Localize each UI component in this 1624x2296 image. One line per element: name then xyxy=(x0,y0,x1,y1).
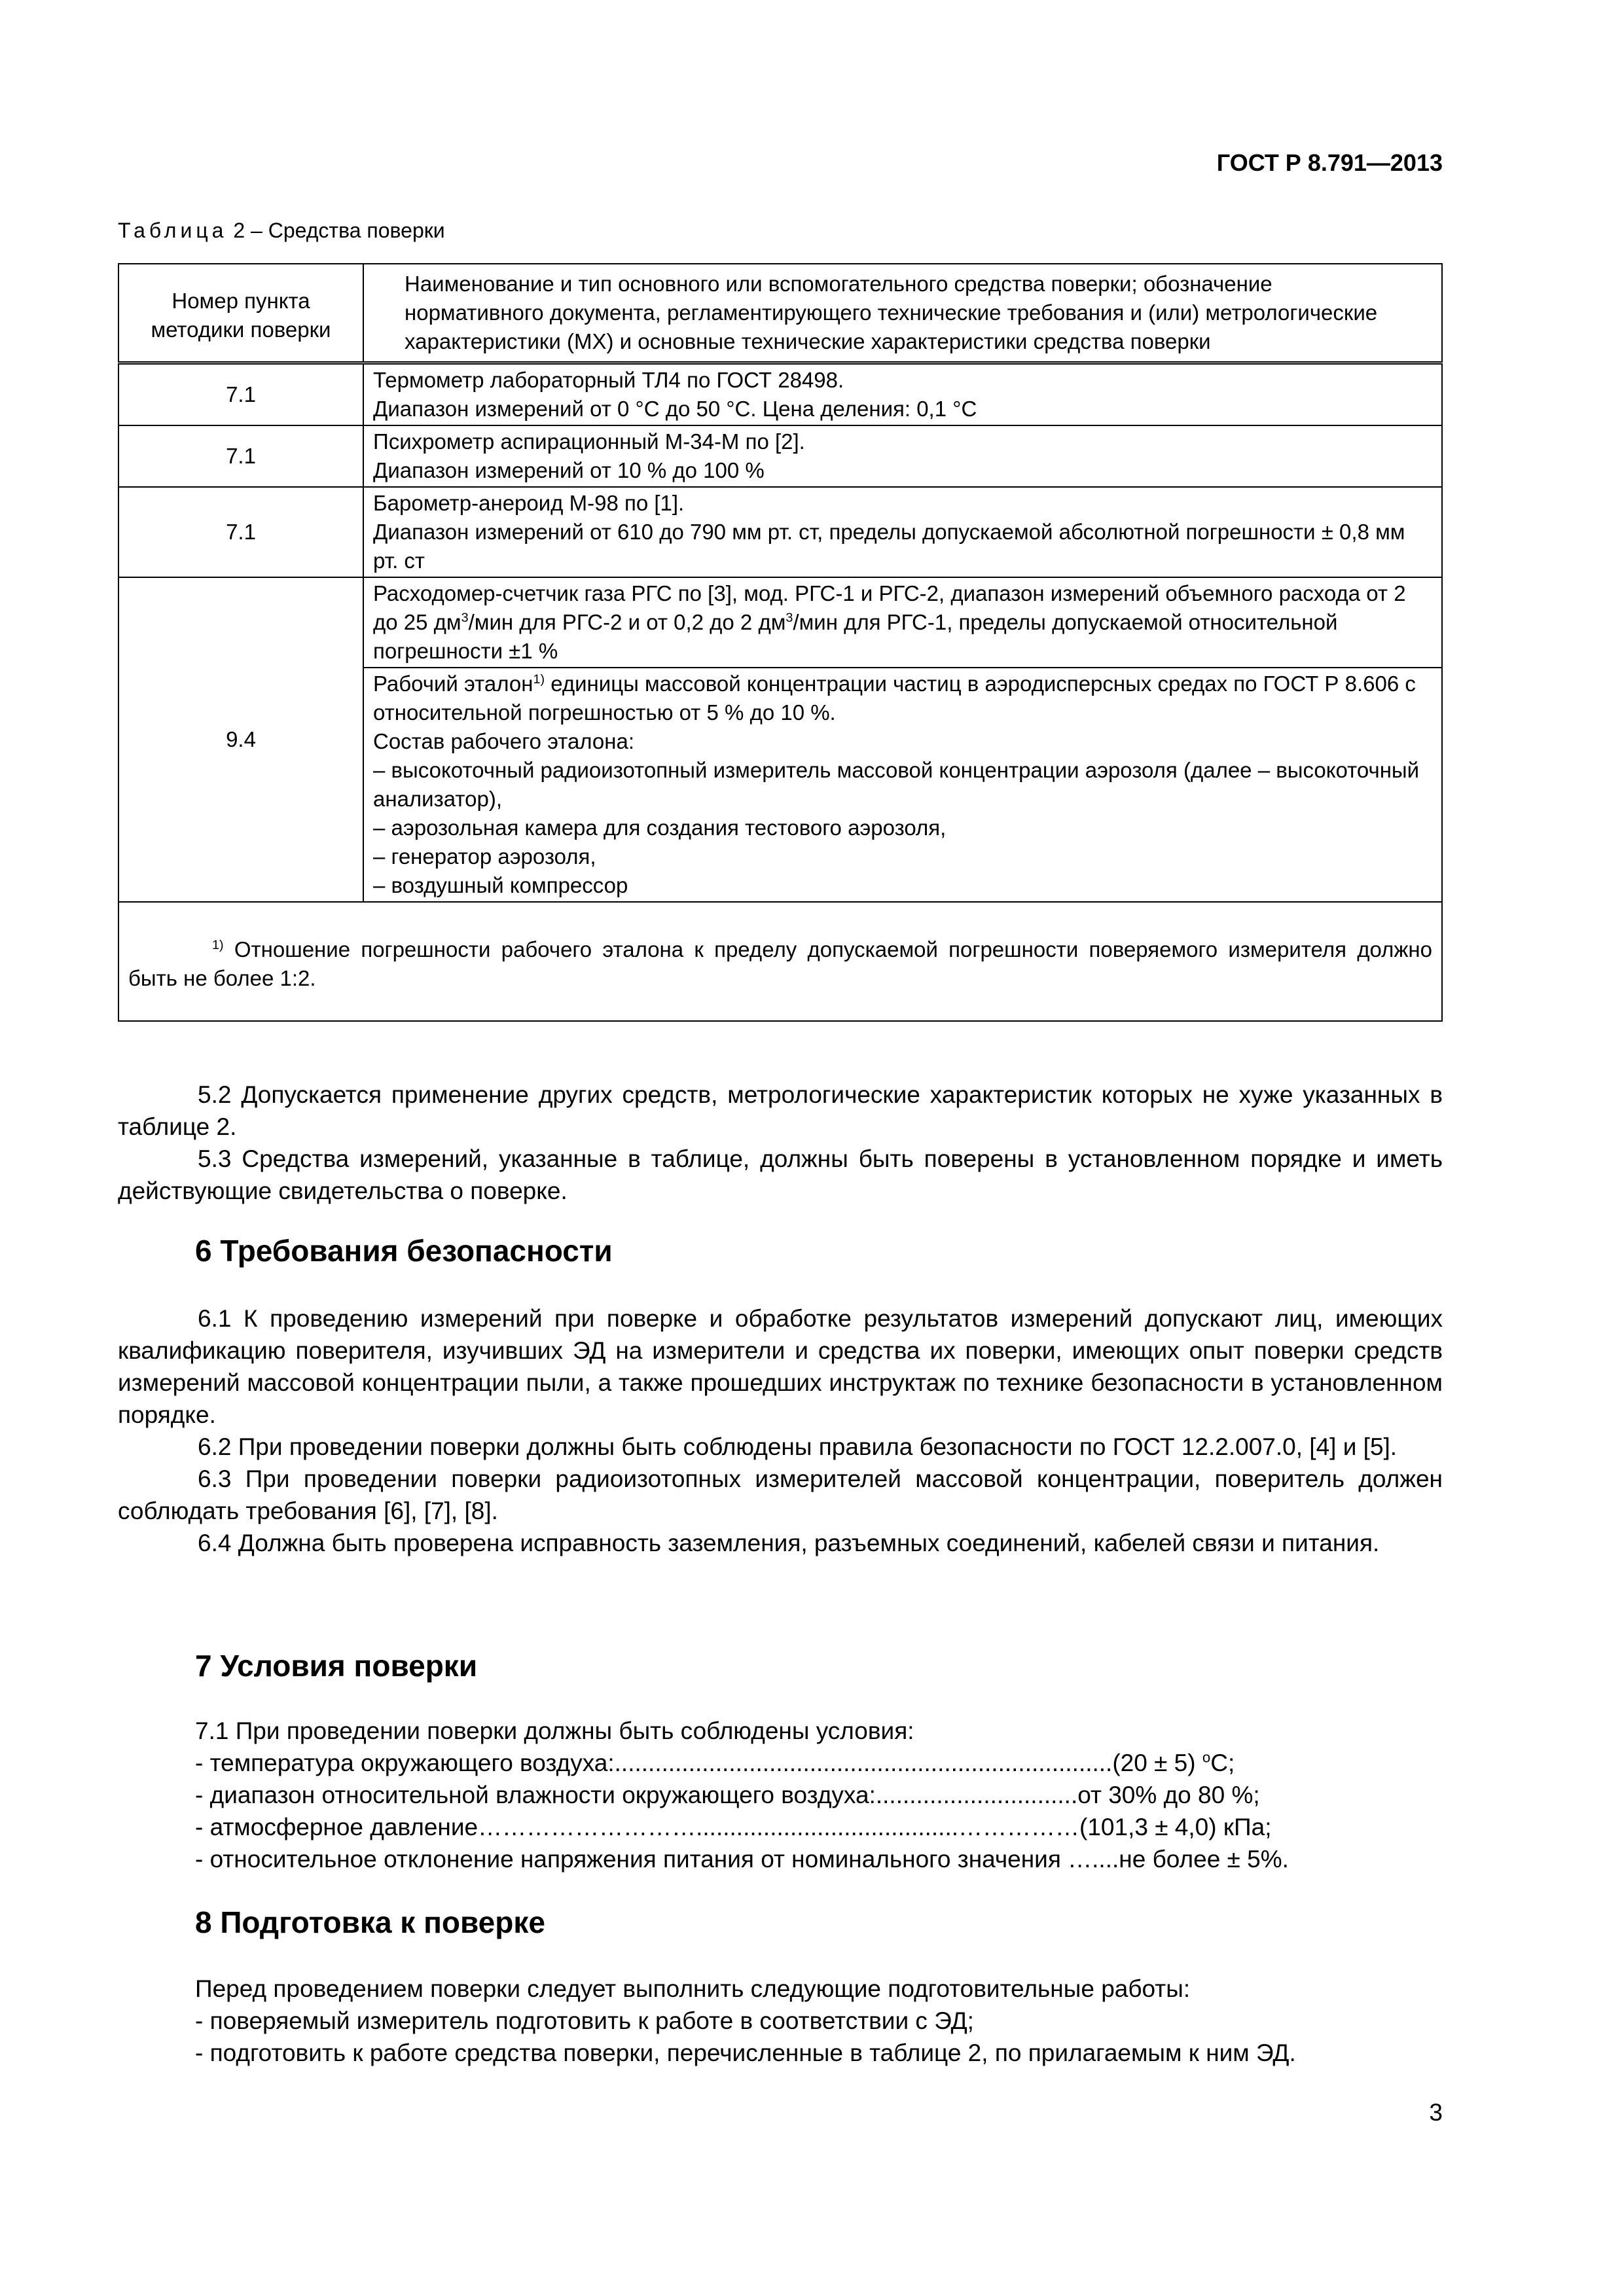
item-number-cell: 7.1 xyxy=(118,363,363,426)
table-footnote xyxy=(118,902,1442,1021)
item-number-cell: 7.1 xyxy=(118,425,363,487)
description-cell xyxy=(363,668,1442,902)
document-designation: ГОСТ Р 8.791—2013 xyxy=(1216,149,1443,176)
table-row xyxy=(118,577,1442,668)
cell-text: Рабочий эталон xyxy=(373,672,533,696)
condition-item: - диапазон относительной влажности окружающего воздуха:..............................от 30% до 80 %; xyxy=(195,1782,1260,1808)
cell-text: /мин для РГС-1, пределы допускаемой относительной погрешности ±1 % xyxy=(373,610,1338,663)
cell-text: единицы массовой концентрации частиц в аэродисперсных средах по ГОСТ Р 8.606 с относительной погрешностью от 5 % до 10 %. xyxy=(373,672,1416,725)
condition-text: - температура окружающего воздуха:..........................................................................(20 ± 5) xyxy=(195,1749,1202,1776)
section-7-conditions xyxy=(195,1715,1443,1875)
column-header-name-and-type: Наименование и тип основного или вспомогательного средства поверки; обозначение нормативного документа, регламентирующего технические требования и (или) метрологические характеристики (МХ) и основные технические характеристики средства поверки xyxy=(363,264,1442,363)
cell-line: – воздушный компрессор xyxy=(373,873,628,897)
preparation-item: - подготовить к работе средства поверки, перечисленные в таблице 2, по прилагаемым к ним ЭД. xyxy=(195,2039,1296,2066)
cell-text: /мин для РГС-2 и от 0,2 до 2 дм xyxy=(468,610,786,634)
item-number-cell: 9.4 xyxy=(118,577,363,902)
condition-text: С; xyxy=(1210,1749,1235,1776)
superscript: 3 xyxy=(461,611,469,625)
page-number: 3 xyxy=(1429,2099,1443,2126)
cell-line: Барометр-анероид М-98 по [1]. xyxy=(373,491,685,515)
paragraph-6-1: 6.1 К проведению измерений при поверке и обработке результатов измерений допускают лиц, имеющих квалификацию поверителя, изучивших ЭД на измерители и средства их поверки, имеющих опыт поверки средств измерений массовой концентрации пыли, а также прошедших инструктаж по технике безопасности в установленном порядке. xyxy=(118,1305,1443,1428)
condition-item: - атмосферное давление……………………….......................................……………(101,3 ± 4,0) кПа; xyxy=(195,1814,1272,1840)
table-footnote-row xyxy=(118,902,1442,1021)
cell-line: Диапазон измерений от 10 % до 100 % xyxy=(373,458,765,482)
footnote-reference: 1) xyxy=(533,672,545,687)
heading-section-8: 8 Подготовка к поверке xyxy=(195,1905,545,1939)
cell-line: – аэрозольная камера для создания тестового аэрозоля, xyxy=(373,816,947,840)
description-cell xyxy=(363,487,1442,577)
cell-line: Диапазон измерений от 0 °С до 50 °С. Цена деления: 0,1 °С xyxy=(373,397,977,421)
footnote-mark: 1) xyxy=(212,938,224,952)
cell-line: Термометр лабораторный ТЛ4 по ГОСТ 28498. xyxy=(373,368,844,392)
cell-line: – высокоточный радиоизотопный измеритель массовой концентрации аэрозоля (далее – высокоточный анализатор), xyxy=(373,758,1420,811)
condition-item: - относительное отклонение напряжения питания от номинального значения …....не более ± 5%. xyxy=(195,1846,1289,1873)
heading-section-6: 6 Требования безопасности xyxy=(195,1234,613,1268)
paragraph-6-2: 6.2 При проведении поверки должны быть соблюдены правила безопасности по ГОСТ 12.2.007.0, [4] и [5]. xyxy=(198,1433,1398,1460)
conditions-intro: 7.1 При проведении поверки должны быть соблюдены условия: xyxy=(195,1717,914,1744)
table-caption xyxy=(118,219,445,243)
table-row xyxy=(118,487,1442,577)
condition-item xyxy=(195,1747,1443,1779)
description-cell xyxy=(363,363,1442,426)
preparation-intro: Перед проведением поверки следует выполнить следующие подготовительные работы: xyxy=(195,1975,1191,2002)
table-header-row xyxy=(118,264,1442,363)
degree-mark: о xyxy=(1202,1749,1211,1766)
cell-line: Психрометр аспирационный М-34-М по [2]. xyxy=(373,429,805,454)
section-5-text xyxy=(118,1079,1443,1207)
item-number-cell: 7.1 xyxy=(118,487,363,577)
description-cell xyxy=(363,425,1442,487)
cell-line: – генератор аэрозоля, xyxy=(373,844,596,869)
cell-line: Состав рабочего эталона: xyxy=(373,729,635,753)
paragraph-6-3: 6.3 При проведении поверки радиоизотопных измерителей массовой концентрации, поверитель должен соблюдать требования [6], [7], [8]. xyxy=(118,1465,1443,1524)
footnote-text: Отношение погрешности рабочего эталона к пределу допускаемой погрешности поверяемого измерителя должно быть не более 1:2. xyxy=(128,937,1432,990)
superscript: 3 xyxy=(785,611,793,625)
section-6-text xyxy=(118,1302,1443,1559)
table-caption-label: Таблица xyxy=(118,219,228,242)
paragraph-5-2: 5.2 Допускается применение других средств, метрологические характеристик которых не хуже указанных в таблице 2. xyxy=(118,1081,1443,1140)
paragraph-6-4: 6.4 Должна быть проверена исправность заземления, разъемных соединений, кабелей связи и питания. xyxy=(198,1530,1380,1556)
cell-line xyxy=(373,670,1432,727)
table-row xyxy=(118,425,1442,487)
cell-line: Диапазон измерений от 610 до 790 мм рт. ст, пределы допускаемой абсолютной погрешности ± 0,8 мм рт. ст xyxy=(373,520,1405,573)
paragraph-5-3: 5.3 Средства измерений, указанные в таблице, должны быть поверены в установленном порядке и иметь действующие свидетельства о поверке. xyxy=(118,1145,1443,1204)
table-caption-title: 2 – Средства поверки xyxy=(227,219,445,242)
description-cell xyxy=(363,577,1442,668)
section-8-text xyxy=(195,1973,1443,2037)
verification-tools-table xyxy=(118,263,1443,1022)
table-row xyxy=(118,363,1442,426)
cell-text: Расходомер-счетчик газа РГС по [3], мод. РГС-1 и РГС-2, диапазон измерений объемного расхода от 2 до 25 дм xyxy=(373,581,1406,634)
preparation-item-wrap xyxy=(118,2037,1443,2069)
heading-section-7: 7 Условия поверки xyxy=(195,1649,478,1683)
column-header-item-number: Номер пункта методики поверки xyxy=(118,264,363,363)
preparation-item: - поверяемый измеритель подготовить к работе в соответствии с ЭД; xyxy=(195,2007,974,2034)
